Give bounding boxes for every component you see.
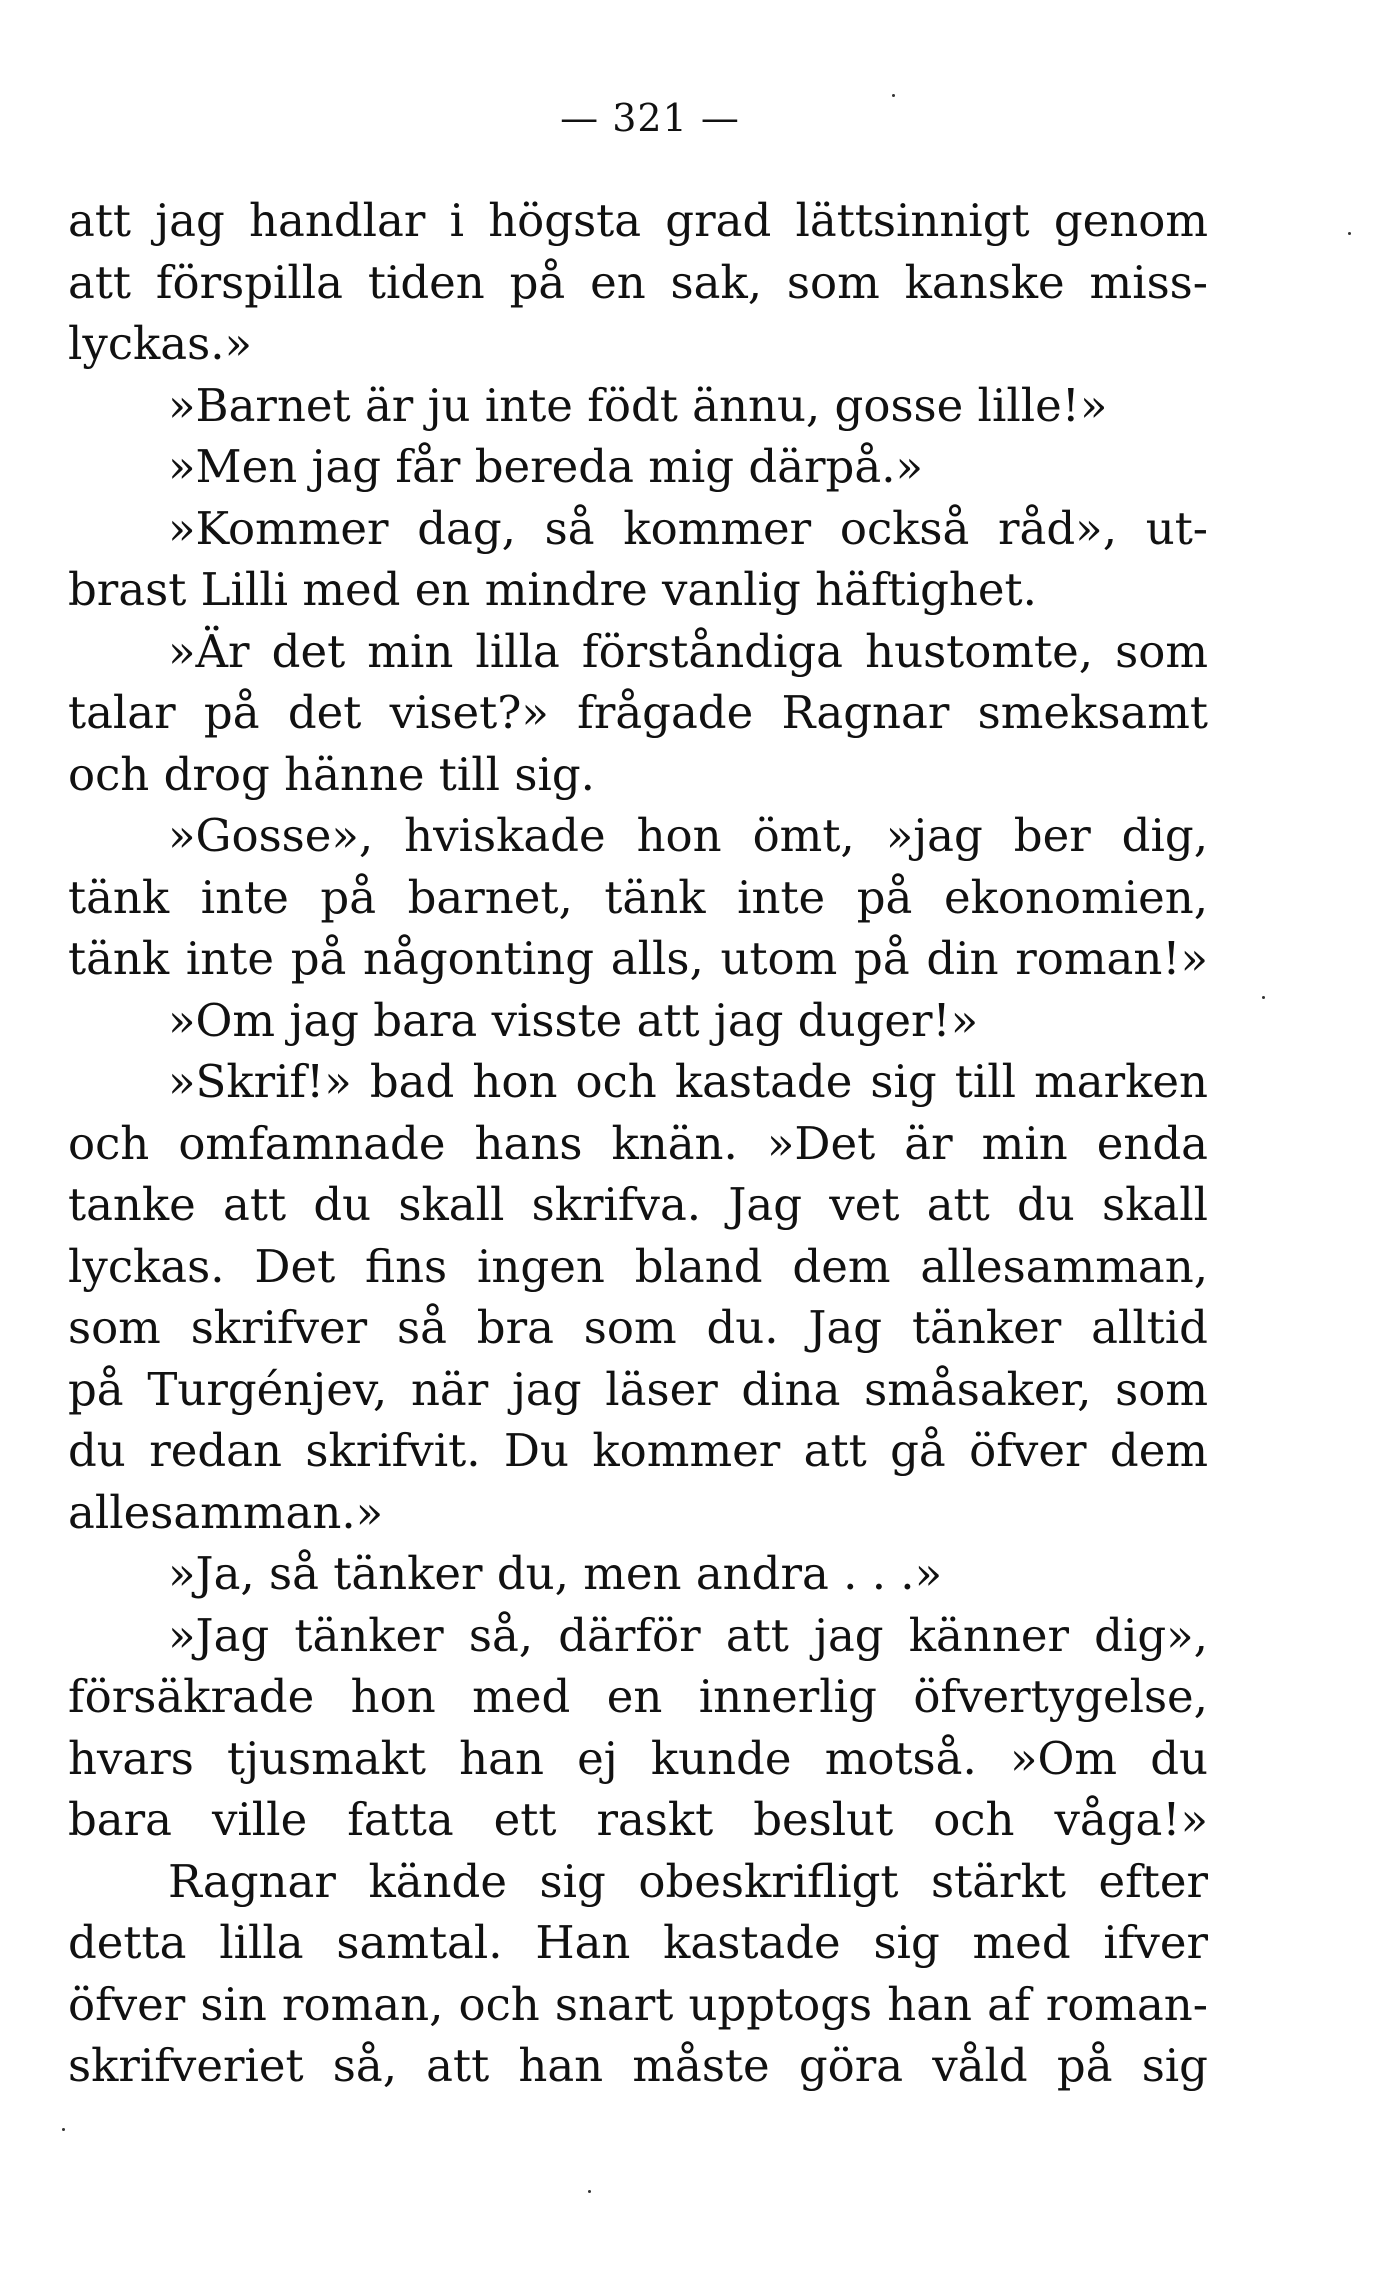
text-line: öfver sin roman, och snart upptogs han af roman- — [68, 1977, 1208, 2031]
text-line: bara ville fatta ett raskt beslut och våga!» — [68, 1793, 1208, 1846]
text-line: tanke att du skall skrifva. Jag vet att du skall — [68, 1178, 1208, 1231]
text-line: du redan skrifvit. Du kommer att gå öfver dem — [68, 1424, 1208, 1477]
scan-speck — [892, 94, 895, 97]
text-line: »Ja, så tänker du, men andra . . .» — [168, 1547, 943, 1600]
text-line: lyckas. Det fins ingen bland dem allesamman, — [68, 1239, 1208, 1293]
text-line: »Skrif!» bad hon och kastade sig till marken — [168, 1055, 1208, 1108]
text-line: Ragnar kände sig obeskrifligt stärkt efter — [168, 1854, 1208, 1908]
text-line: »Kommer dag, så kommer också råd», ut- — [168, 501, 1208, 555]
text-line: på Turgénjev, när jag läser dina småsaker, som — [68, 1362, 1208, 1416]
text-line: skrifveriet så, att han måste göra våld på sig — [68, 2039, 1208, 2092]
text-line: och drog hänne till sig. — [68, 747, 595, 801]
text-line: som skrifver så bra som du. Jag tänker alltid — [68, 1301, 1208, 1354]
text-line: och omfamnade hans knän. »Det är min enda — [68, 1116, 1208, 1170]
scan-speck — [1262, 996, 1265, 999]
scan-speck — [62, 2128, 65, 2131]
text-line: lyckas.» — [68, 317, 253, 370]
text-line: »Gosse», hviskade hon ömt, »jag ber dig, — [168, 809, 1208, 862]
text-line: brast Lilli med en mindre vanlig häftighet. — [68, 563, 1037, 616]
scan-speck — [1348, 232, 1351, 235]
page-number: — 321 — — [560, 96, 740, 140]
text-line: hvars tjusmakt han ej kunde motså. »Om du — [68, 1731, 1208, 1785]
text-line: talar på det viset?» frågade Ragnar smeksamt — [68, 686, 1208, 739]
text-line: tänk inte på någonting alls, utom på din roman!» — [68, 932, 1208, 985]
scan-speck — [588, 2190, 591, 2193]
text-line: »Är det min lilla förståndiga hustomte, som — [168, 624, 1208, 678]
text-line: tänk inte på barnet, tänk inte på ekonomien, — [68, 870, 1208, 924]
text-line: »Barnet är ju inte födt ännu, gosse lille!» — [168, 378, 1108, 432]
text-line: »Jag tänker så, därför att jag känner dig», — [168, 1608, 1208, 1662]
body-text — [68, 190, 1208, 2097]
text-line: att förspilla tiden på en sak, som kanske miss- — [68, 255, 1208, 309]
text-line: att jag handlar i högsta grad lättsinnigt genom — [68, 194, 1208, 247]
text-line: försäkrade hon med en innerlig öfvertygelse, — [68, 1670, 1208, 1723]
text-line: detta lilla samtal. Han kastade sig med ifver — [68, 1916, 1208, 1969]
text-line: »Men jag får bereda mig därpå.» — [168, 440, 924, 493]
text-line: allesamman.» — [68, 1485, 384, 1539]
text-line: »Om jag bara visste att jag duger!» — [168, 993, 979, 1047]
